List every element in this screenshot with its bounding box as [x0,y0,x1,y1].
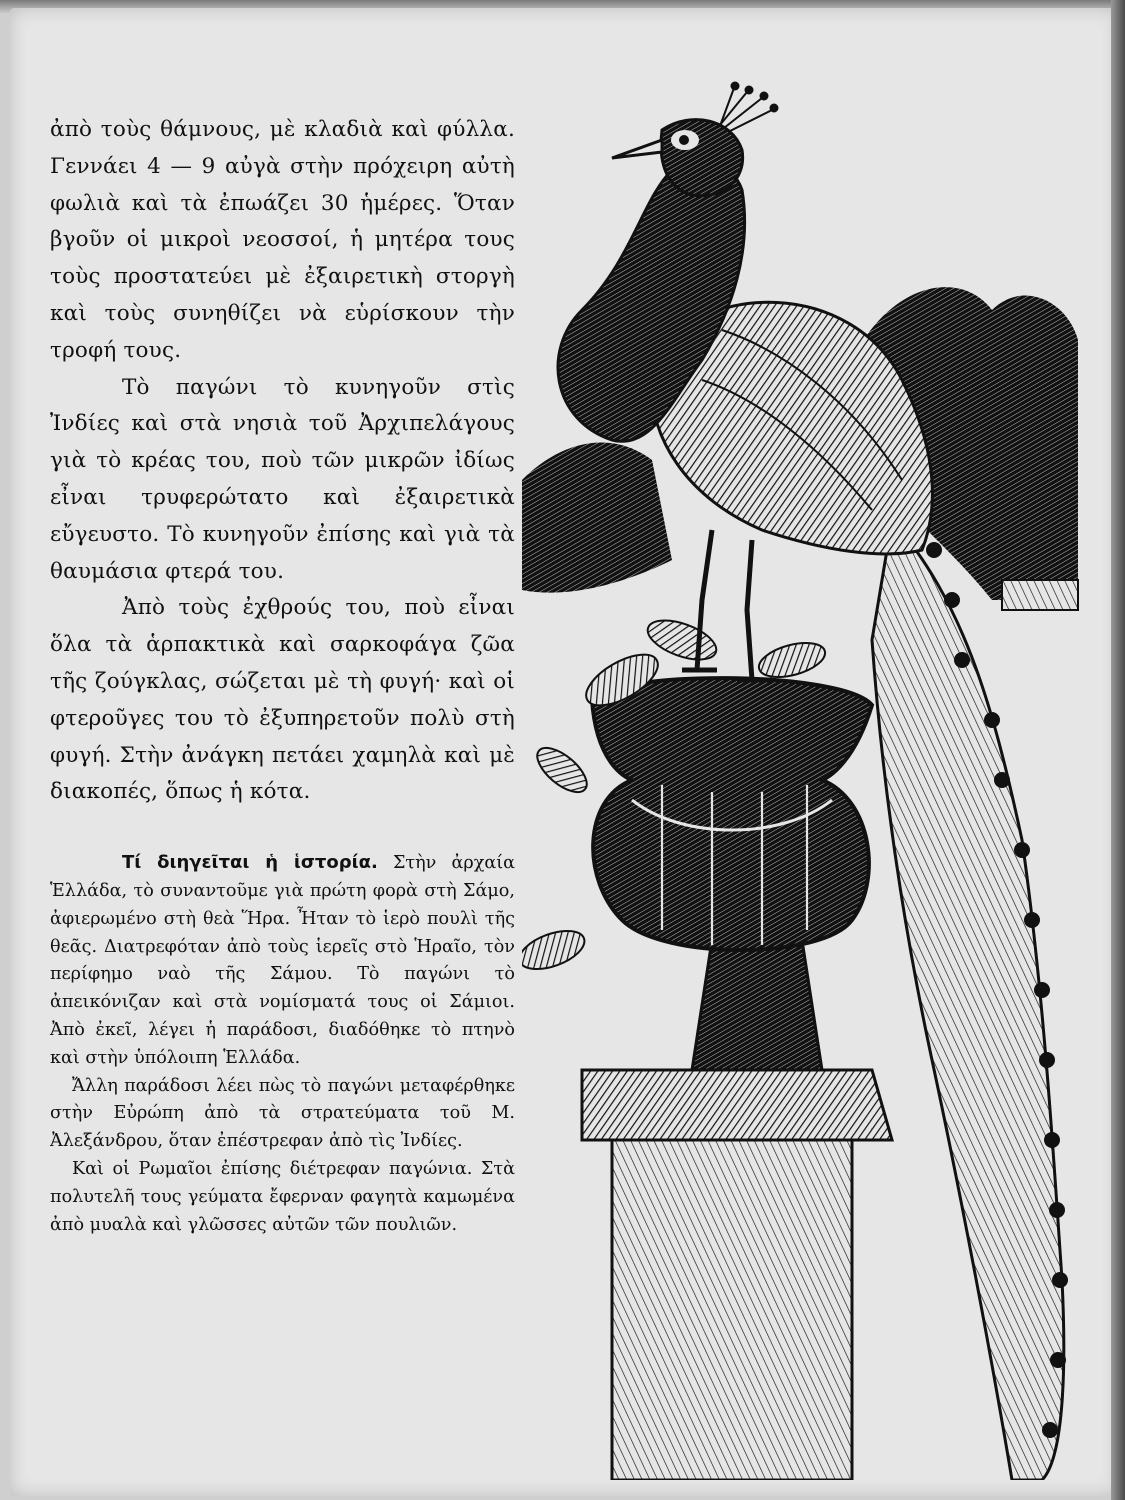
history-section [50,849,515,1239]
main-text [50,112,515,811]
pedestal-cap [582,1070,892,1140]
text-column [50,112,515,1239]
pedestal [612,1140,852,1480]
peacock-eye [679,135,689,145]
page-edge [1111,0,1125,1500]
history-paragraph-2: Ἄλλη παράδοσι λέει πὼς τὸ παγώνι μεταφέρθηκε στὴν Εὐρώπη ἀπὸ τὰ στρατεύματα τοῦ Μ. Ἀλεξάνδρου, ὅταν ἐπέστρεφαν ἀπὸ τὶς Ἰνδίες. [50,1075,515,1152]
urn-foot [692,940,822,1070]
background-foliage-left [522,443,672,593]
peacock-beak [612,140,662,158]
urn-body [592,678,872,950]
peacock-legs [682,530,772,680]
paragraph-hunting: Τὸ παγώνι τὸ κυνηγοῦν στὶς Ἰνδίες καὶ στὰ νησιὰ τοῦ Ἀρχιπελάγους γιὰ τὸ κρέας του, ποὺ τῶν μικρῶν ἰδίως εἶναι τρυφερώτατο καὶ ἐξαιρετικὰ εὔγευστο. Τὸ κυνηγοῦν ἐπίσης καὶ γιὰ τὰ θαυμάσια φτερά του. [50,374,515,584]
peacock-crest [720,83,778,133]
wall-ledge [1002,580,1078,610]
paragraph-nest: ἀπὸ τοὺς θάμνους, μὲ κλαδιὰ καὶ φύλλα. Γεννάει 4 — 9 αὐγὰ στὴν πρόχειρη αὐτὴ φωλιὰ καὶ τὰ ἐπωάζει 30 ἡμέρες. Ὅταν βγοῦν οἱ μικροὶ νεοσσοί, ἡ μητέρα τους τοὺς προστατεύει μὲ ἐξαιρετικὴ στοργὴ καὶ τοὺς συνηθίζει νὰ εὑρίσκουν τὴν τροφή τους. [50,117,515,363]
history-heading: Τί διηγεῖται ἡ ἱστορία. [122,852,378,874]
history-text: Στὴν ἀρχαία Ἑλλάδα, τὸ συναντοῦμε γιὰ πρώτη φορὰ στὴ Σάμο, ἀφιερωμένο στὴ θεὰ Ἥρα. Ἦταν τὸ ἱερὸ πουλὶ τῆς θεᾶς. Διατρεφόταν ἀπὸ τοὺς ἱερεῖς στὸ Ἡραῖο, τὸν περίφημο ναὸ τῆς Σάμου. Τὸ παγώνι τὸ ἀπεικόνιζαν καὶ στὰ νομίσματά τους οἱ Σάμιοι. Ἀπὸ ἐκεῖ, λέγει ἡ παράδοσι, διαδόθηκε τὸ πτηνὸ καὶ στὴν ὑπόλοιπη Ἑλλάδα. [50,853,516,1068]
paragraph-enemies: Ἀπὸ τοὺς ἐχθρούς του, ποὺ εἶναι ὅλα τὰ ἁρπακτικὰ καὶ σαρκοφάγα ζῶα τῆς ζούγκλας, σώζεται μὲ τὴ φυγή· καὶ οἱ φτεροῦγες του τὸ ἐξυπηρετοῦν πολὺ στὴ φυγή. Στὴν ἀνάγκη πετάει χαμηλὰ καὶ μὲ διακοπές, ὅπως ἡ κότα. [50,595,515,805]
peacock-on-urn-engraving-icon [522,80,1088,1480]
history-paragraph [50,849,515,1072]
history-paragraph-3: Καὶ οἱ Ρωμαῖοι ἐπίσης διέτρεφαν παγώνια. Στὰ πολυτελῆ τους γεύματα ἔφερναν φαγητὰ καμωμένα ἀπὸ μυαλὰ καὶ γλῶσσες αὐτῶν τῶν πουλιῶν. [50,1158,515,1235]
